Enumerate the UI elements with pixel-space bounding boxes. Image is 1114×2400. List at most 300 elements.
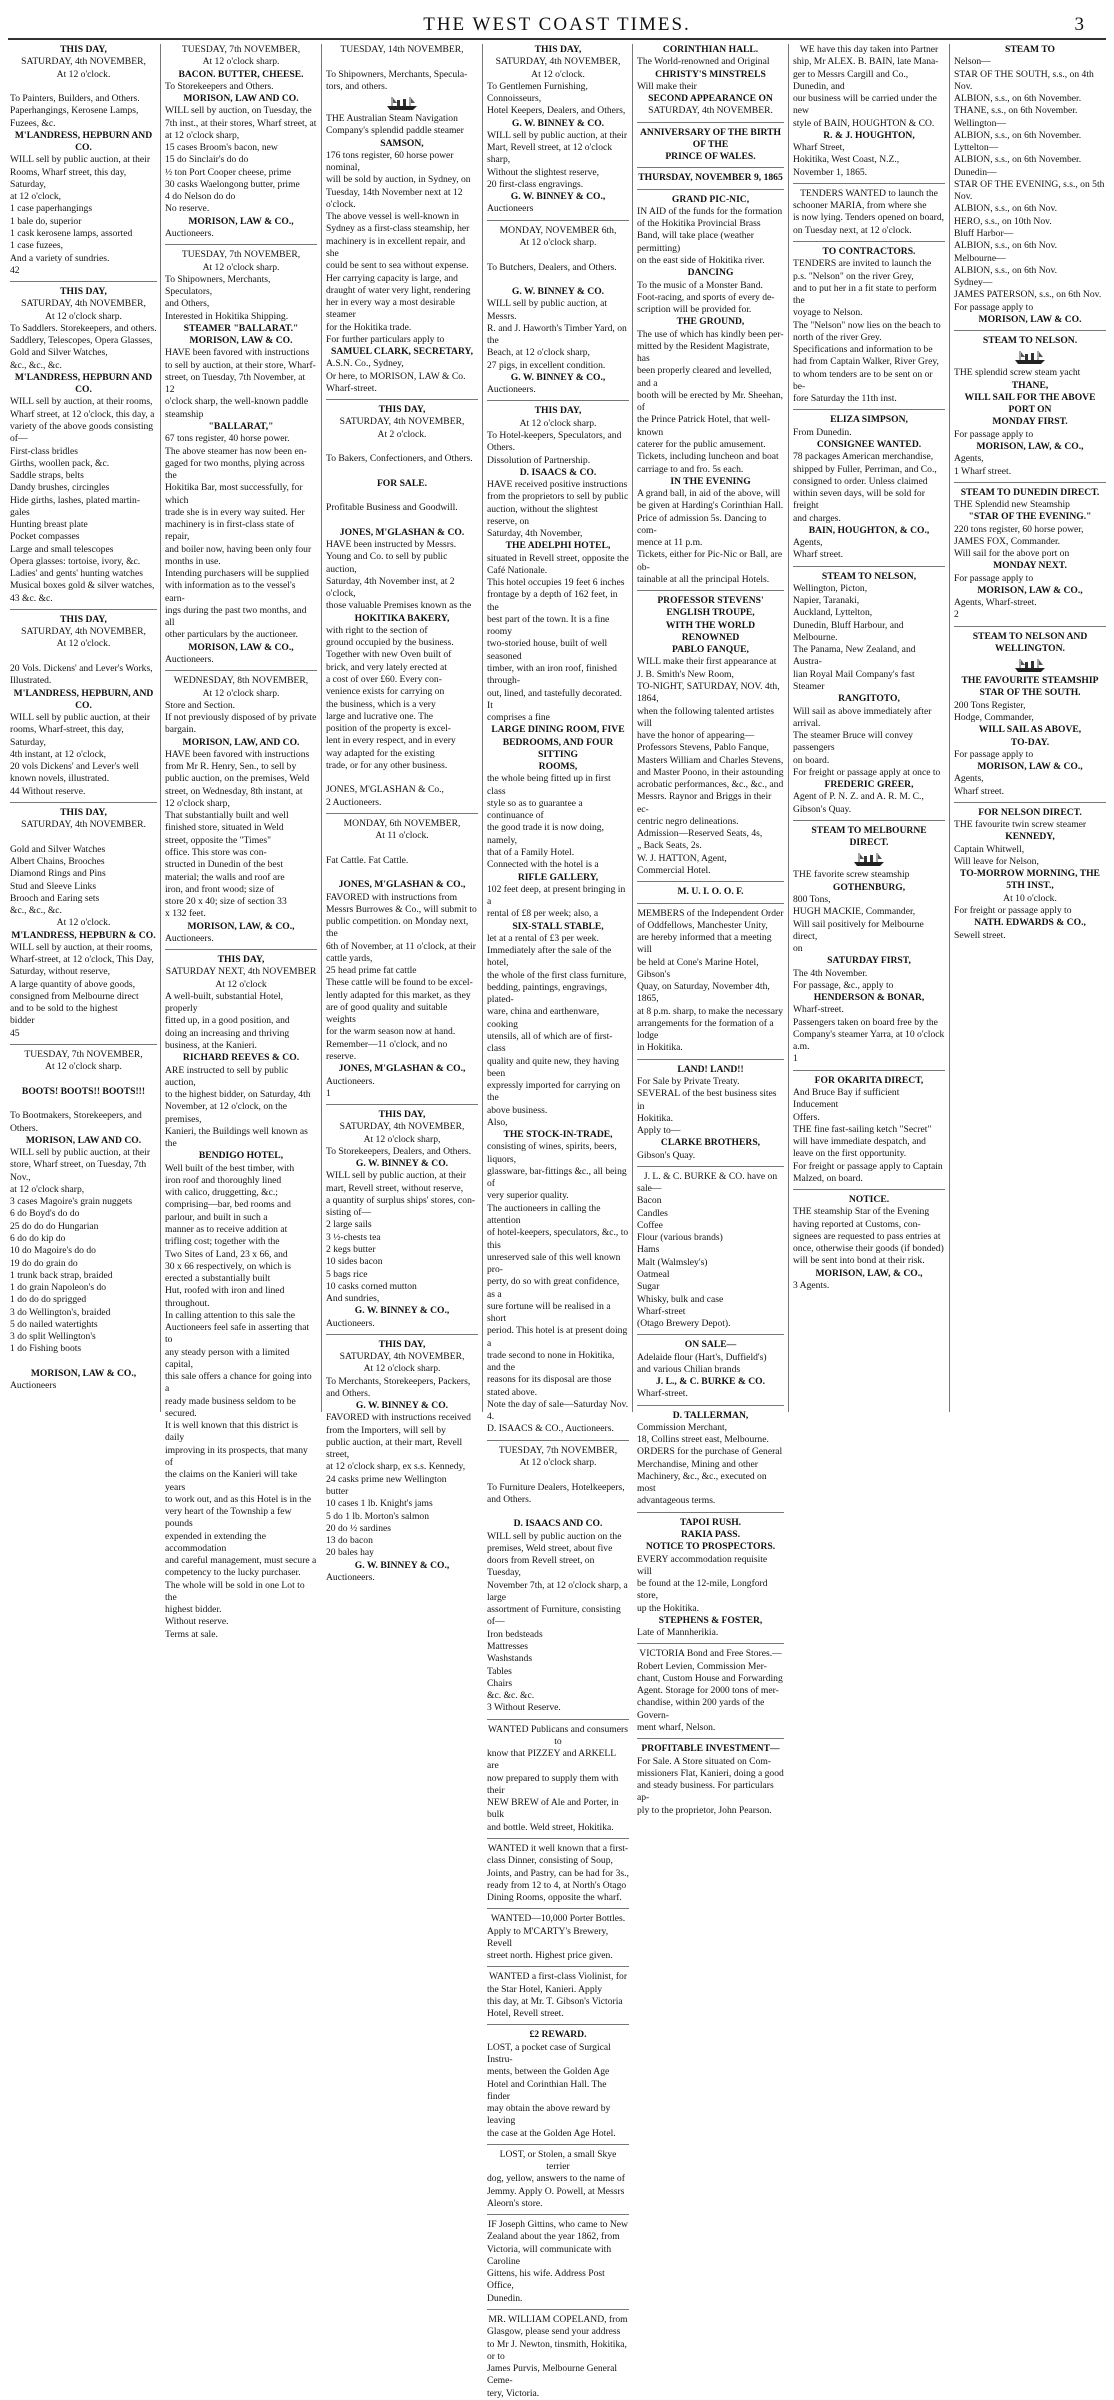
advert-line: 1 cask kerosene lamps, assorted xyxy=(10,227,133,239)
advert-line: with calico, druggetting, &c.; xyxy=(165,1187,278,1199)
advert-line: 3 ½-chests tea xyxy=(326,1231,381,1243)
advert-divider xyxy=(326,399,478,400)
advert-line: For passage apply to xyxy=(954,748,1034,760)
advert-line: WILL sell by public auction, at their xyxy=(10,1147,151,1159)
advert-line: Gibson's Quay. xyxy=(793,803,852,815)
advert-line: frontage by a depth of 162 feet, in the xyxy=(487,589,618,613)
advert-line: Will make their xyxy=(637,80,697,92)
advert-line: mitted by the Resident Magistrate, has xyxy=(637,340,770,365)
advert-line: 19 do do grain do xyxy=(10,1257,78,1269)
advert-line: utensils, all of which are of first-class xyxy=(487,1030,613,1055)
advert-line: public auction, at their mart, Revell street, xyxy=(326,1436,463,1461)
advert-line: Dining Rooms, opposite the wharf. xyxy=(487,1892,622,1904)
advert-line: 44 Without reserve. xyxy=(10,785,86,797)
advert-line: The 4th November. xyxy=(793,967,868,979)
advert-line: IN THE EVENING xyxy=(670,475,751,487)
advert-line: Auctioneers. xyxy=(326,1075,375,1087)
advert-line: At 12 o'clock sharp. xyxy=(202,56,280,68)
advert-line: G. W. BINNEY & CO. xyxy=(355,1158,449,1170)
advert-line: THIS DAY, xyxy=(378,1109,426,1121)
advert-line: draught of water very light, rendering xyxy=(326,284,471,296)
advert-line: the good trade it is now doing, namely, xyxy=(487,822,604,846)
advert-line: trade second to none in Hokitika, and the xyxy=(487,1349,615,1374)
advert-line: caterer for the public amusement. xyxy=(637,438,766,450)
advert-line: Gold and Silver Watches xyxy=(10,843,106,855)
advert-line: At 12 o'clock sharp, xyxy=(363,1133,441,1145)
advert-line: Ladies' and gents' hunting watches xyxy=(10,568,143,580)
advert-line: STEAM TO NELSON. xyxy=(982,335,1078,347)
advert-line xyxy=(10,81,157,93)
advert-line: MORISON, LAW, & CO., xyxy=(187,920,295,932)
advert-line: from the proprietors to sell by public xyxy=(487,491,629,503)
column-divider xyxy=(160,44,161,1412)
advert-line: Specifications and information to be xyxy=(793,344,933,356)
advert-line: Auctioneers. xyxy=(165,932,214,944)
advert-line: The steamer Bruce will convey passengers xyxy=(793,730,913,754)
advert-line: SECOND APPEARANCE ON xyxy=(648,93,773,105)
advertisement xyxy=(954,44,1106,326)
advert-line: ALBION, s.s., on 6th Nov. xyxy=(954,240,1058,252)
advert-line: 43 &c. &c. xyxy=(10,592,53,604)
advert-line: 102 feet deep, at present bringing in a xyxy=(487,883,626,908)
advert-line: 1 case fuzees, xyxy=(10,240,63,252)
advert-line: gales xyxy=(10,506,30,518)
advert-line xyxy=(326,490,478,502)
advertisement xyxy=(637,908,784,1055)
advert-line: Agent of P. N. Z. and A. R. M. C., xyxy=(793,791,924,803)
column-divider xyxy=(949,44,950,1412)
advert-line: Wharf-street, at 12 o'clock, This Day, xyxy=(10,954,154,966)
advert-divider xyxy=(637,1643,784,1644)
advert-line: CONSIGNEE WANTED. xyxy=(816,438,922,450)
advert-line: WILL sell by public auction on the xyxy=(487,1530,622,1542)
advert-line: For passage, &c., apply to xyxy=(793,979,894,991)
advert-line: those valuable Premises known as the xyxy=(326,600,472,612)
advert-line: THIS DAY, xyxy=(60,286,107,298)
advert-line: WANTED—10,000 Porter Bottles. xyxy=(490,1913,626,1925)
advert-line: ship, Mr ALEX. B. BAIN, late Mana- xyxy=(793,56,939,68)
advert-line: Dandy brushes, circingles xyxy=(10,482,110,494)
steamship-icon xyxy=(852,851,886,867)
advert-line: store, Wharf street, on Tuesday, 7th Nov., xyxy=(10,1159,147,1183)
advert-line: TUESDAY, 14th NOVEMBER, xyxy=(340,44,464,55)
advert-line: Saturday, without reserve, xyxy=(10,966,111,978)
advert-line: ready from 12 to 4, at North's Otago xyxy=(487,1879,627,1891)
advert-line: D. TALLERMAN, xyxy=(672,1409,749,1421)
advert-line: The above vessel is well-known in xyxy=(326,211,459,223)
advert-line: LAND! LAND!! xyxy=(677,1063,744,1075)
advert-line: Masters William and Charles Stevens, xyxy=(637,754,784,766)
advert-line: Pocket compasses xyxy=(10,531,80,543)
advert-line: street, opposite the "Times" xyxy=(165,834,272,846)
advert-line: Wharf street, at 12 o'clock, this day, a xyxy=(10,408,155,420)
advert-line: mart, Revell street, without reserve, xyxy=(326,1182,464,1194)
advert-line: 2 kegs butter xyxy=(326,1243,376,1255)
advert-line: A grand ball, in aid of the above, will xyxy=(637,488,781,500)
advert-line: within seven days, will be sold for freight xyxy=(793,488,925,512)
advert-line: structed in Dunedin of the best xyxy=(165,859,284,871)
advert-line: Saddle straps, belts xyxy=(10,470,84,482)
advert-line: Apply to M'CARTY's Brewery, Revell xyxy=(487,1925,609,1949)
advert-line: STAR OF THE SOUTH. xyxy=(979,687,1081,699)
advert-line: 67 tons register, 40 horse power. xyxy=(165,433,290,445)
advert-line: J. L., & C. BURKE & CO. xyxy=(656,1376,765,1388)
advert-line: 7th inst., at their stores, Wharf street, at xyxy=(165,117,317,129)
advert-line: First-class bridles xyxy=(10,445,78,457)
advert-line: Auctioneers. xyxy=(326,1571,375,1583)
advert-line: may obtain the above reward by leaving xyxy=(487,2103,611,2127)
advert-line: MORISON, LAW & CO. xyxy=(189,335,293,347)
advert-line: arrangements for the formation of a lodge xyxy=(637,1017,774,1042)
advert-line: expended in extending the accommodation xyxy=(165,1530,266,1554)
advert-line: on the east side of Hokitika river. xyxy=(637,254,765,266)
advert-line: Sewell street. xyxy=(954,929,1006,941)
advert-line: Auctioneers. xyxy=(326,1317,375,1329)
advert-line: Zealand about the year 1862, from xyxy=(487,2231,620,2243)
advert-line: HERO, s.s., on 10th Nov. xyxy=(954,215,1052,227)
advert-line: and steady business. For particulars ap- xyxy=(637,1780,774,1804)
advert-line: J. L. & C. BURKE & CO. have on xyxy=(643,1170,778,1182)
advert-line: of— xyxy=(10,433,28,445)
column-divider xyxy=(788,44,789,1412)
advert-line xyxy=(326,56,478,68)
advert-line: MONDAY, NOVEMBER 6th, xyxy=(499,224,617,236)
advert-line: Washstands xyxy=(487,1653,533,1665)
advert-line: and careful management, must secure a xyxy=(165,1555,317,1567)
advert-line: 78 packages American merchandise, xyxy=(793,451,934,463)
advert-line: Agents, xyxy=(954,773,984,785)
advert-line: Kanieri, the Buildings well known as the xyxy=(165,1125,308,1150)
advert-line: the Prince Patrick Hotel, that well-known xyxy=(637,414,771,438)
advert-line: &c., &c., &c. xyxy=(10,359,62,371)
advert-line: Dunedin. xyxy=(487,2292,523,2304)
advert-line: tainable at all the principal Hotels. xyxy=(637,573,770,585)
advert-line: WEDNESDAY, 8th NOVEMBER, xyxy=(173,675,309,687)
advert-line: at 12 o'clock sharp, ex s.s. Kennedy, xyxy=(326,1461,466,1473)
advert-line: WANTED it well known that a first- xyxy=(487,1842,629,1854)
advert-line: THE Australian Steam Navigation xyxy=(326,113,458,125)
advert-line: The whole will be sold in one Lot to the xyxy=(165,1579,305,1603)
advert-line: could be sent to sea without expense. xyxy=(326,260,469,272)
advert-line: in Hokitika. xyxy=(637,1042,683,1054)
advert-divider xyxy=(637,189,784,190)
advert-line: ware, china and earthenware, cooking xyxy=(487,1006,600,1030)
advert-line: Saturday, 4th November inst, at 2 o'clock, xyxy=(326,575,455,600)
advert-line: A large quantity of above goods, xyxy=(10,978,136,990)
advert-line: the whole of the first class furniture, xyxy=(487,969,627,981)
advert-line: Girths, woollen pack, &c. xyxy=(10,457,110,469)
advert-line: Foot-racing, and sports of every de- xyxy=(637,291,775,303)
advert-line: WILL SAIL FOR THE ABOVE PORT ON xyxy=(964,391,1096,416)
advert-line: Coffee xyxy=(637,1219,663,1231)
advert-line: WELLINGTON. xyxy=(995,642,1065,654)
advert-line: voyage to Nelson. xyxy=(793,307,863,319)
advert-line: o'clock. xyxy=(326,198,356,210)
advert-line: Diamond Rings and Pins xyxy=(10,868,106,880)
advert-line: lent in every respect, and in every xyxy=(326,735,456,747)
advert-line: Hams xyxy=(637,1244,660,1256)
advertisement xyxy=(637,1517,784,1640)
advert-line: Bacon xyxy=(637,1195,662,1207)
advert-line: tors, and others. xyxy=(326,80,388,92)
advert-line: been properly cleared and levelled, and a xyxy=(637,365,772,389)
advert-line: Illustrated. xyxy=(10,675,52,687)
advert-line: Apply to— xyxy=(637,1125,681,1137)
advert-line: HAVE been instructed by Messrs. xyxy=(326,539,457,551)
advert-line: Hunting breast plate xyxy=(10,519,88,531)
advert-line: on xyxy=(793,943,803,955)
advert-line: James Purvis, Melbourne General Ceme- xyxy=(487,2363,618,2387)
advert-line: RIFLE GALLERY, xyxy=(517,871,599,883)
advert-line: Remember—11 o'clock, and no reserve. xyxy=(326,1038,448,1062)
advert-line: WILL make their first appearance at xyxy=(637,656,777,668)
advert-divider xyxy=(637,167,784,168)
advert-line: Will sail positively for Melbourne direct, xyxy=(793,918,924,942)
advert-line: At 11 o'clock. xyxy=(375,830,429,842)
advert-line: quality and quite new, they having been xyxy=(487,1055,620,1079)
advertisement xyxy=(487,1843,629,1904)
advert-line: ROOMS, xyxy=(538,761,578,773)
advert-line: Captain Whitwell, xyxy=(954,843,1025,855)
advert-line: Quay, on Saturday, November 4th, 1865, xyxy=(637,981,770,1005)
advert-line: Malt (Walmsley's) xyxy=(637,1256,708,1268)
advert-line: STEAM TO NELSON AND xyxy=(972,630,1088,642)
advert-line: G. W. BINNEY & CO., xyxy=(510,371,606,383)
advert-line: "STAR OF THE EVENING." xyxy=(968,511,1092,523)
advert-line: bedding, paintings, engravings, plated- xyxy=(487,981,608,1006)
advert-line: Mart, Revell street, at 12 o'clock sharp, xyxy=(487,142,613,166)
advert-line: MORISON, LAW, & CO., xyxy=(815,1267,923,1279)
advert-line: assortment of Furniture, consisting of— xyxy=(487,1604,621,1628)
advert-line: sale— xyxy=(637,1183,662,1195)
advert-line: Machinery, &c., &c., executed on most xyxy=(637,1470,767,1495)
advertisement xyxy=(637,1648,784,1734)
advert-line: Melbourne— xyxy=(954,252,1006,264)
advert-line: MONDAY FIRST. xyxy=(992,416,1068,428)
advert-line: Saddlery, Telescopes, Opera Glasses, xyxy=(10,335,153,347)
advert-line: Admission—Reserved Seats, 4s, xyxy=(637,828,763,840)
advert-line: Passengers taken on board free by the xyxy=(793,1016,938,1028)
advert-line: 3 do Wellington's, braided xyxy=(10,1306,111,1318)
advert-line: Whisky, bulk and case xyxy=(637,1293,724,1305)
advert-line: M'LANDRESS, HEPBURN AND CO. xyxy=(14,371,153,396)
advert-line: Her carrying capacity is large, and xyxy=(326,272,458,284)
advert-line: For freight or passage apply to Captain xyxy=(793,1160,943,1172)
advert-divider xyxy=(326,1104,478,1105)
advert-line: Note the day of sale—Saturday Nov. 4. xyxy=(487,1398,629,1423)
advert-line: Aleorn's store. xyxy=(487,2197,543,2209)
advert-line: Nelson— xyxy=(954,56,991,68)
advert-line: W. J. HATTON, Agent, xyxy=(637,852,727,864)
advert-line: FOR OKARITA DIRECT, xyxy=(814,1074,924,1086)
advert-line: November 1, 1865. xyxy=(793,166,868,178)
advert-line: gaged for two months, plying across the xyxy=(165,457,305,482)
advert-line: on Tuesday next, at 12 o'clock. xyxy=(793,224,912,236)
advert-line: mence at 11 p.m. xyxy=(637,537,703,549)
advert-line: have the honor of appearing— xyxy=(637,730,755,742)
column-7 xyxy=(954,44,1106,1412)
advert-line: BACON. BUTTER, CHEESE. xyxy=(178,68,304,80)
advert-line: Also, xyxy=(487,1116,508,1128)
advert-line: THE favorite screw steamship xyxy=(793,869,910,881)
advert-line: November 7th, at 12 o'clock sharp, a large xyxy=(487,1579,628,1603)
advert-line: Mattresses xyxy=(487,1641,529,1652)
advert-line: THIS DAY, xyxy=(60,44,107,55)
advertisement xyxy=(637,1743,784,1817)
advert-divider xyxy=(487,1838,629,1839)
advertisement xyxy=(487,1971,629,2020)
advert-line: sure fortune will be realised in a short xyxy=(487,1300,611,1325)
advert-line: „ Back Seats, 2s. xyxy=(637,840,702,852)
advert-line: unreserved sale of this well known pro- xyxy=(487,1251,621,1276)
advert-line: GOTHENBURG, xyxy=(832,881,906,893)
advert-divider xyxy=(487,400,629,401)
advert-line: Immediately after the sale of the hotel, xyxy=(487,945,612,969)
advertisement xyxy=(487,2314,629,2400)
advert-line: Sydney— xyxy=(954,277,993,289)
advert-line: NATH. EDWARDS & CO., xyxy=(974,917,1086,929)
advert-divider xyxy=(10,281,157,282)
advert-line: RAKIA PASS. xyxy=(681,1529,740,1541)
advert-line: 220 tons register, 60 horse power, xyxy=(954,523,1084,535)
advert-line: the business, which is a very xyxy=(326,698,436,710)
advert-line: Candles xyxy=(637,1207,668,1219)
advert-line: Fuzees, &c. xyxy=(10,117,56,129)
advert-line: Will sail as above immediately after xyxy=(793,705,932,717)
advert-line: THE GROUND, xyxy=(676,316,745,328)
advert-line: To Saddlers. Storekeepers, and others. xyxy=(10,322,157,334)
advert-line: 3 do split Wellington's xyxy=(10,1331,96,1343)
advert-line: THIS DAY, xyxy=(60,806,107,818)
advert-line: a quantity of surplus ships' stores, con- xyxy=(326,1194,476,1206)
advert-line: out, lined, and tastefully decorated. It xyxy=(487,687,623,711)
advert-line: WILL SAIL AS ABOVE, xyxy=(978,724,1082,736)
advert-line: JONES, M'GLASHAN & CO., xyxy=(338,879,466,891)
advert-line: THE ADELPHI HOTEL, xyxy=(505,540,611,552)
advert-line: Dunedin, Bluff Harbour, and xyxy=(793,619,904,631)
advert-line: Flour (various brands) xyxy=(637,1232,723,1244)
advert-line: and various Chilian brands xyxy=(637,1363,741,1375)
column-divider xyxy=(321,44,322,1412)
advert-line: 6th of November, at 11 o'clock, at their xyxy=(326,940,476,952)
advert-line: Wharf-street. xyxy=(637,1388,688,1400)
column-4 xyxy=(487,44,629,2399)
advert-line: 30 x 66 respectively, on which is xyxy=(165,1260,291,1272)
advert-line: PROFESSOR STEVENS' ENGLISH TROUPE, xyxy=(657,595,764,619)
advert-line: trifling cost; together with the xyxy=(165,1236,280,1248)
advert-line: 4th instant, at 12 o'clock, xyxy=(10,748,107,760)
advert-line: 1 Wharf street. xyxy=(954,465,1012,477)
advertisement xyxy=(326,404,478,809)
advert-line: Dunedin— xyxy=(954,166,997,178)
advert-line: 10 do Magoire's do do xyxy=(10,1245,96,1257)
masthead-rule xyxy=(8,38,1106,40)
advert-line: MORISON, LAW AND CO. xyxy=(25,1134,142,1146)
advert-line: ORDERS for the purchase of General xyxy=(637,1446,783,1458)
advert-line: Others. xyxy=(487,442,515,454)
advert-line: doing an increasing and thriving xyxy=(165,1027,290,1039)
advert-divider xyxy=(487,1966,629,1967)
advert-line: comprises a fine xyxy=(487,712,550,724)
advert-line: STEAM TO xyxy=(1004,44,1056,55)
advert-line: signees are requested to pass entries at xyxy=(793,1230,941,1242)
advert-line: her in every way a most desirable steamer xyxy=(326,297,455,321)
advert-line: For Sale. A Store situated on Com- xyxy=(637,1755,772,1767)
advert-line: o'clock sharp, the well-known paddle xyxy=(165,396,309,408)
advert-line: any steady person with a limited capital, xyxy=(165,1346,290,1370)
advert-line: PROFITABLE INVESTMENT— xyxy=(641,1743,780,1755)
advert-line: this sale offers a chance for going into a xyxy=(165,1371,312,1395)
column-divider xyxy=(482,44,483,1412)
advert-line: iron roof and thoroughly lined xyxy=(165,1174,282,1186)
advert-line: chant, Custom House and Forwarding xyxy=(637,1672,783,1684)
advert-line: At 12 o'clock xyxy=(215,978,267,990)
advert-line: 42 xyxy=(10,264,20,276)
advert-line: Saturday, 4th November, xyxy=(487,528,583,540)
advert-line xyxy=(10,1356,157,1368)
advert-line: Malzed, on board. xyxy=(793,1172,863,1184)
advert-line: MORISON, LAW & CO., xyxy=(188,215,294,227)
advert-line: At 12 o'clock sharp. xyxy=(45,1061,122,1073)
advert-line: 15 do Sinclair's do do xyxy=(165,154,249,166)
advert-line xyxy=(326,466,478,478)
advert-line: Price of admission 5s. Dancing to com- xyxy=(637,512,767,536)
advert-line: To Hotel-keepers, Speculators, and xyxy=(487,429,622,441)
advert-line: north of the river Grey. xyxy=(793,331,882,343)
advert-line: To Shipowners, Merchants, Speculators, xyxy=(165,273,271,298)
advert-line: 6 do Boyd's do do xyxy=(10,1208,80,1220)
advert-line: The Panama, New Zealand, and Austra- xyxy=(793,644,916,668)
advert-line: at 12 o'clock, xyxy=(10,191,62,203)
advert-line: for the warm season now at hand. xyxy=(326,1026,456,1038)
advertisement xyxy=(10,1049,157,1392)
advert-line: THIS DAY, xyxy=(378,404,426,416)
advert-line: MORISON, LAW AND CO. xyxy=(183,93,299,105)
advert-line: G. W. BINNEY & CO. xyxy=(511,117,605,129)
advert-line: MORISON, LAW, AND CO. xyxy=(182,736,300,748)
advert-line: fitted up, in a good position, and xyxy=(165,1015,290,1027)
advert-line: STEPHENS & FOSTER, xyxy=(658,1614,763,1626)
advert-divider xyxy=(10,1044,157,1045)
advert-line: Iron bedsteads xyxy=(487,1628,543,1640)
advert-line: JONES, M'GLASHAN & CO., xyxy=(338,1063,466,1075)
advert-line: Lyttelton— xyxy=(954,142,999,154)
advertisement xyxy=(165,249,317,666)
column-3 xyxy=(326,44,478,1583)
advert-line: Messrs Burrowes & Co., will submit to xyxy=(326,903,477,915)
advert-divider xyxy=(487,1908,629,1909)
advert-line: FAVORED with instructions from xyxy=(326,891,458,903)
advert-line: doors from Revell street, on Tuesday, xyxy=(487,1555,595,1579)
advert-line: THANE, s.s., on 6th November. xyxy=(954,105,1078,117)
advert-line: position of the property is excel- xyxy=(326,723,451,735)
advert-line: missioners Flat, Kanieri, doing a good xyxy=(637,1767,784,1779)
advert-line: Agents, xyxy=(793,537,823,549)
advert-line: FAVORED with instructions received xyxy=(326,1412,471,1424)
advert-line: butter xyxy=(326,1486,349,1498)
advert-line: R. and J. Haworth's Timber Yard, on the xyxy=(487,322,627,347)
advert-line: Paperhangings, Kerosene Lamps, xyxy=(10,105,139,117)
advert-divider xyxy=(487,1440,629,1441)
advertisement xyxy=(637,127,784,164)
advert-line: At 12 o'clock sharp. xyxy=(363,1363,441,1375)
advert-divider xyxy=(487,1719,629,1720)
advert-line: the Star Hotel, Kanieri. Apply xyxy=(487,1983,603,1995)
advert-line: way adapted for the existing xyxy=(326,747,435,759)
advert-line: perty, do so with great confidence, as a xyxy=(487,1276,620,1300)
advert-divider xyxy=(487,220,629,221)
advert-line: D. ISAACS AND CO. xyxy=(513,1518,603,1530)
